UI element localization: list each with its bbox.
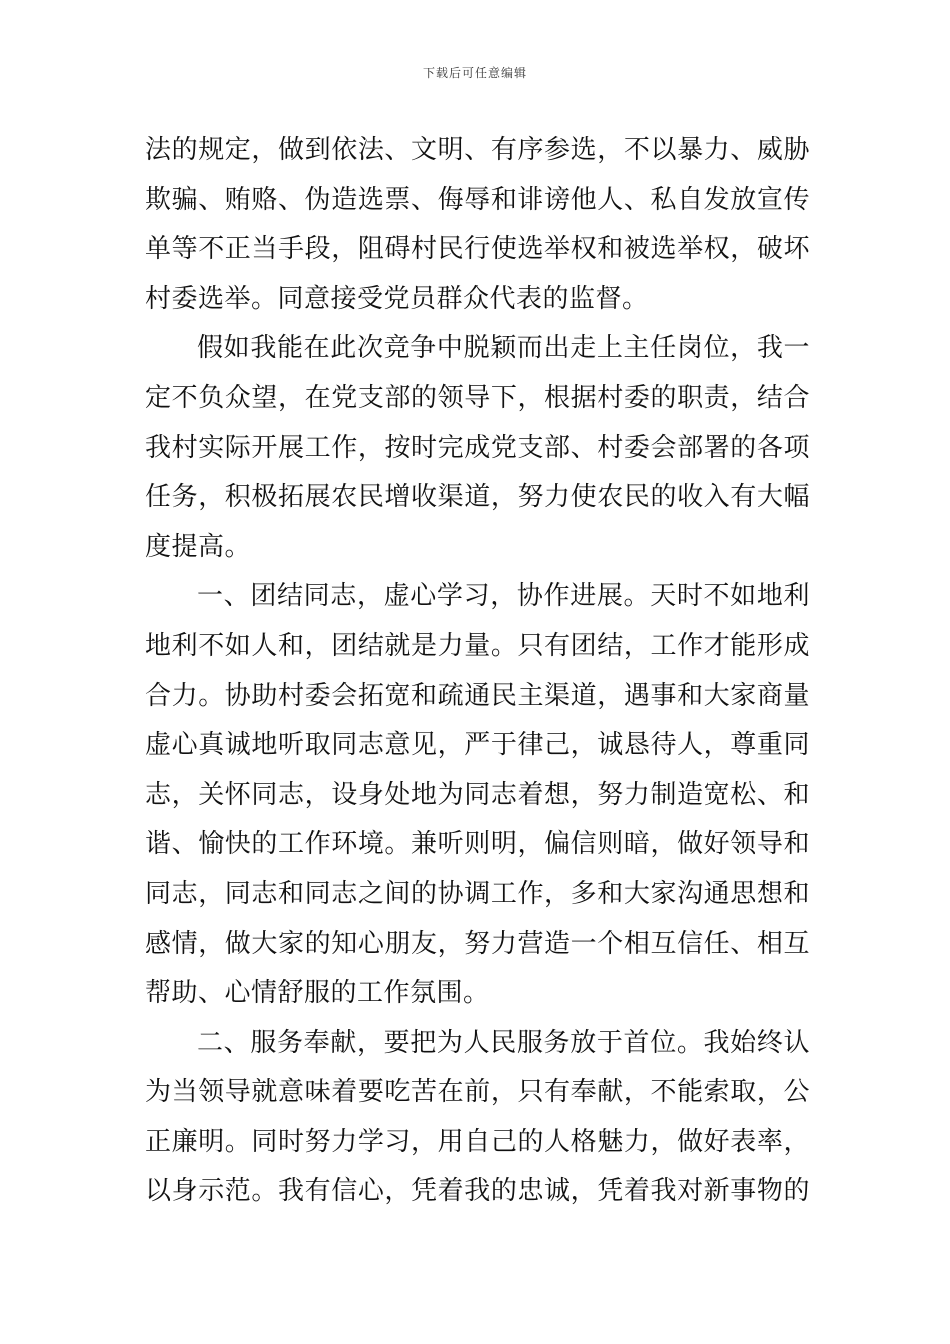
text-line: 欺骗、贿赂、伪造选票、侮辱和诽谤他人、私自发放宣传 bbox=[145, 184, 810, 215]
text-line: 假如我能在此次竞争中脱颖而出走上主任岗位，我一 bbox=[197, 333, 810, 364]
text-line: 二、服务奉献，要把为人民服务放于首位。我始终认 bbox=[197, 1027, 810, 1058]
text-line: 定不负众望，在党支部的领导下，根据村委的职责，结合 bbox=[145, 382, 810, 413]
text-line: 地利不如人和，团结就是力量。只有团结，工作才能形成 bbox=[145, 630, 810, 661]
text-line: 志，关怀同志，设身处地为同志着想，努力制造宽松、和 bbox=[145, 779, 810, 810]
text-line: 村委选举。同意接受党员群众代表的监督。 bbox=[145, 283, 649, 314]
text-line: 任务，积极拓展农民增收渠道，努力使农民的收入有大幅 bbox=[145, 482, 810, 513]
text-line: 度提高。 bbox=[145, 531, 252, 562]
text-line: 以身示范。我有信心，凭着我的忠诚，凭着我对新事物的 bbox=[145, 1176, 810, 1207]
text-line: 同志，同志和同志之间的协调工作，多和大家沟通思想和 bbox=[145, 878, 810, 909]
text-line: 我村实际开展工作，按时完成党支部、村委会部署的各项 bbox=[145, 432, 810, 463]
text-line: 单等不正当手段，阻碍村民行使选举权和被选举权，破坏 bbox=[145, 234, 810, 265]
text-line: 虚心真诚地听取同志意见，严于律己，诚恳待人，尊重同 bbox=[145, 730, 810, 761]
text-line: 法的规定，做到依法、文明、有序参选，不以暴力、威胁 bbox=[145, 135, 810, 165]
text-line: 为当领导就意味着要吃苦在前，只有奉献，不能索取，公 bbox=[145, 1077, 810, 1108]
text-line: 帮助、心情舒服的工作氛围。 bbox=[145, 978, 490, 1009]
text-line: 正廉明。同时努力学习，用自己的人格魅力，做好表率， bbox=[145, 1126, 810, 1157]
page-header: 下载后可任意编辑 bbox=[422, 66, 527, 80]
text-line: 合力。协助村委会拓宽和疏通民主渠道，遇事和大家商量 bbox=[145, 680, 810, 711]
document-body bbox=[145, 126, 810, 1217]
text-line: 感情，做大家的知心朋友，努力营造一个相互信任、相互 bbox=[145, 928, 810, 959]
text-line: 谐、愉快的工作环境。兼听则明，偏信则暗，做好领导和 bbox=[145, 829, 810, 860]
text-line: 一、团结同志，虚心学习，协作进展。天时不如地利 bbox=[197, 581, 810, 612]
